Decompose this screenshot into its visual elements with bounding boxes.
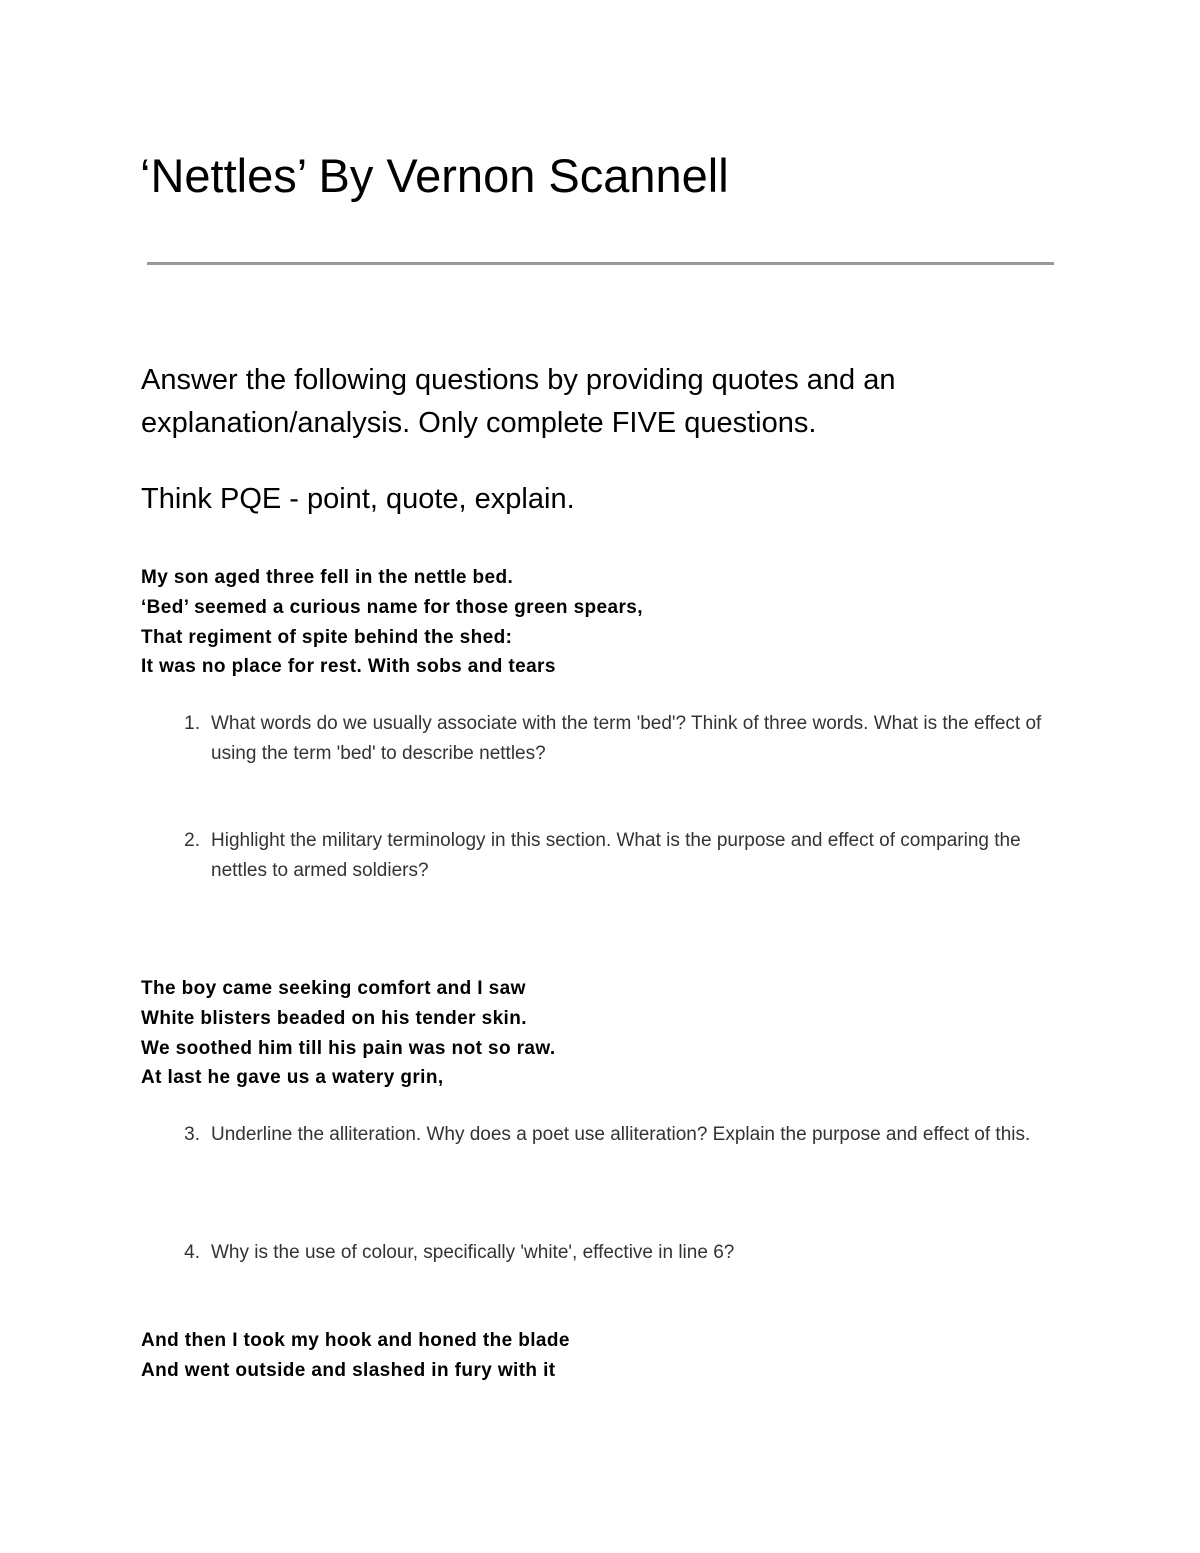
question-3 [170,1120,1050,1150]
question-text: Highlight the military terminology in this section. What is the purpose and effect of comparing the nettles to armed soldiers? [211,830,1021,881]
poem-line: That regiment of spite behind the shed: [141,626,513,648]
poem-line: And went outside and slashed in fury with it [141,1359,556,1381]
poem-line: ‘Bed’ seemed a curious name for those green spears, [141,596,643,618]
question-number: 4. [184,1242,200,1263]
poem-line: At last he gave us a watery grin, [141,1067,444,1089]
question-text: Underline the alliteration. Why does a poet use alliteration? Explain the purpose and effect of this. [211,1124,1031,1145]
poem-line: My son aged three fell in the nettle bed. [141,567,514,588]
question-1 [170,709,1050,769]
question-4 [170,1238,1050,1268]
question-number: 2. [184,830,200,851]
poem-line: White blisters beaded on his tender skin. [141,1007,527,1029]
document-title: ‘Nettles’ By Vernon Scannell [140,149,729,202]
poem-line: And then I took my hook and honed the blade [141,1330,570,1351]
question-2 [170,826,1050,886]
title-divider [147,262,1054,265]
instructions-line: Answer the following questions by providing quotes and an [141,364,896,396]
instructions-line: explanation/analysis. Only complete FIVE questions. [141,407,817,439]
poem-line: It was no place for rest. With sobs and tears [141,656,556,678]
poem-line: The boy came seeking comfort and I saw [141,978,526,999]
instructions [141,359,1101,445]
pqe-note: Think PQE - point, quote, explain. [141,483,575,515]
poem-line: We soothed him till his pain was not so raw. [141,1037,556,1059]
question-number: 1. [184,713,200,734]
question-text: What words do we usually associate with the term 'bed'? Think of three words. What is the effect of using the term 'bed' to describe nettles? [211,713,1042,764]
question-text: Why is the use of colour, specifically 'white', effective in line 6? [211,1242,735,1263]
poem-stanza-3 [141,1326,570,1386]
question-number: 3. [184,1124,200,1145]
poem-stanza-2 [141,974,556,1093]
poem-stanza-1 [141,563,643,682]
